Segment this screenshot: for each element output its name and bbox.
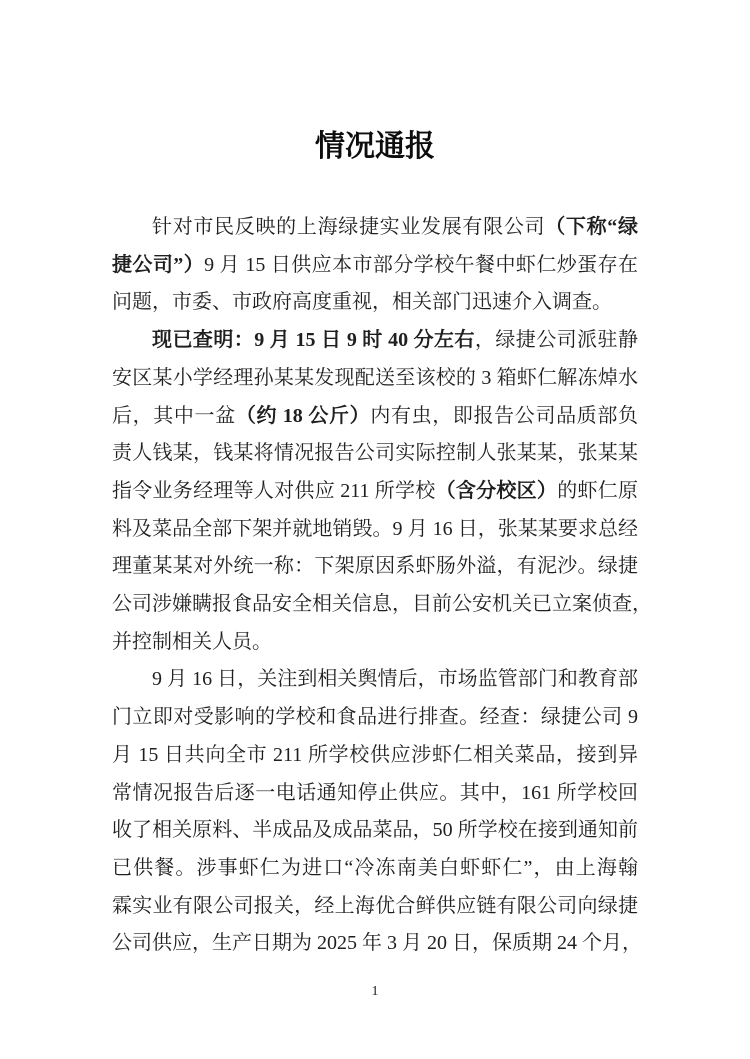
text-line [112, 435, 638, 473]
text-segment: 9 月 15 日供应本市部分学校午餐中虾仁炒蛋存在 [204, 253, 639, 276]
bold-text-segment: （约 18 公斤） [235, 404, 371, 427]
document-title: 情况通报 [315, 130, 435, 163]
text-segment: 料及菜品全部下架并就地销毁。9 月 16 日，张某某要求总经 [112, 517, 638, 540]
text-segment: 针对市民反映的上海绿捷实业发展有限公司 [152, 216, 546, 238]
paragraph [112, 209, 638, 322]
text-line [112, 209, 638, 247]
text-segment: 公司涉嫌瞒报食品安全相关信息，目前公安机关已立案侦查， [112, 593, 652, 616]
text-segment: 安区某小学经理孙某某发现配送至该校的 3 箱虾仁解冻焯水 [112, 366, 638, 389]
text-segment: 霖实业有限公司报关，经上海优合鲜供应链有限公司向绿捷 [112, 894, 638, 917]
page-number: 1 [371, 984, 379, 999]
paragraph [112, 661, 642, 963]
text-line [112, 473, 638, 511]
bold-text-segment: （下称“绿 [545, 216, 639, 238]
text-line [112, 247, 638, 285]
bold-text-segment: （含分校区） [435, 479, 558, 502]
text-line [112, 511, 638, 549]
text-line [112, 925, 642, 963]
text-line [112, 775, 638, 813]
text-line [112, 888, 638, 926]
text-segment: 公司供应，生产日期为 2025 年 3 月 20 日，保质期 24 个月， [112, 932, 642, 955]
text-segment: 后，其中一盆 [112, 404, 236, 427]
text-line [112, 548, 638, 586]
text-segment: 的虾仁原 [557, 479, 639, 502]
document-body [112, 209, 652, 963]
text-segment: 内有虫，即报告公司品质部负 [370, 404, 639, 427]
text-line [112, 812, 638, 850]
text-segment: 已供餐。涉事虾仁为进口“冷冻南美白虾虾仁”，由上海翰 [112, 856, 638, 879]
text-segment: 月 15 日共向全市 211 所学校供应涉虾仁相关菜品，接到异 [112, 743, 638, 766]
text-segment: 指令业务经理等人对供应 211 所学校 [112, 479, 436, 502]
text-line [112, 699, 638, 737]
text-line [112, 322, 638, 360]
text-segment: 责人钱某，钱某将情况报告公司实际控制人张某某，张某某 [112, 442, 638, 465]
text-line [112, 284, 638, 322]
text-segment: ，绿捷公司派驻静 [474, 329, 639, 352]
paragraph [112, 322, 652, 661]
text-segment: 9 月 16 日，关注到相关舆情后，市场监管部门和教育部 [152, 668, 638, 691]
text-segment: 门立即对受影响的学校和食品进行排查。经查：绿捷公司 9 [112, 706, 638, 729]
text-line [112, 586, 652, 624]
text-line [112, 624, 638, 662]
text-line [112, 850, 638, 888]
text-segment: 理董某某对外统一称：下架原因系虾肠外溢，有泥沙。绿捷 [112, 555, 638, 578]
text-segment: 并控制相关人员。 [112, 630, 272, 653]
bold-text-segment: 捷公司”） [112, 253, 205, 276]
text-line [112, 398, 638, 436]
text-segment: 常情况报告后逐一电话通知停止供应。其中，161 所学校回 [112, 781, 638, 804]
text-line [112, 360, 638, 398]
text-line [112, 661, 638, 699]
text-segment: 问题，市委、市政府高度重视，相关部门迅速介入调查。 [112, 291, 612, 314]
text-line [112, 737, 638, 775]
text-segment: 收了相关原料、半成品及成品菜品，50 所学校在接到通知前 [112, 819, 638, 842]
bold-text-segment: 现已查明：9 月 15 日 9 时 40 分左右 [152, 329, 475, 352]
